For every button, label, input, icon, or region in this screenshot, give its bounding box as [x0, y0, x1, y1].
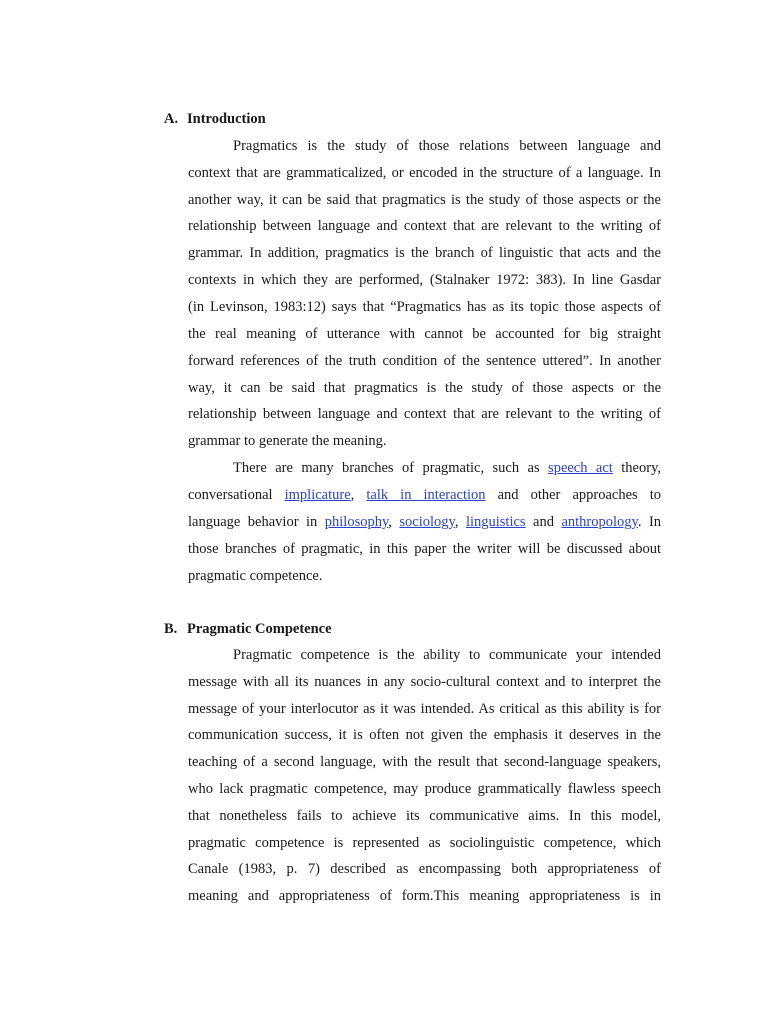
paragraph-line: context that are grammaticalized, or encoded in the structure of a language. In — [188, 165, 661, 181]
paragraph-line: way, it can be said that pragmatics is the study of those aspects or the — [188, 380, 661, 396]
line-text: There are many branches of pragmatic, such as — [233, 460, 549, 476]
section-a-heading — [164, 109, 266, 129]
link-sociology[interactable]: sociology — [399, 514, 455, 530]
section-b-title: Pragmatic Competence — [187, 621, 332, 637]
line-text: and — [525, 514, 562, 530]
link-linguistics[interactable]: linguistics — [465, 514, 526, 530]
paragraph-line: grammar to generate the meaning. — [188, 433, 387, 449]
paragraph-line: Canale (1983, p. 7) described as encompassing both appropriateness of — [188, 861, 661, 877]
paragraph-line: meaning and appropriateness of form.This meaning appropriateness is in — [188, 888, 661, 904]
line-text: , — [454, 514, 466, 530]
link-speech-act[interactable]: speech act — [548, 460, 613, 476]
line-text: and other approaches to — [485, 487, 661, 503]
section-b-heading — [164, 619, 332, 639]
paragraph-line: those branches of pragmatic, in this paper the writer will be discussed about — [188, 541, 661, 557]
paragraph-line: another way, it can be said that pragmatics is the study of those aspects or the — [188, 192, 661, 208]
paragraph-line: contexts in which they are performed, (Stalnaker 1972: 383). In line Gasdar — [188, 272, 661, 288]
paragraph-line: the real meaning of utterance with cannot be accounted for big straight — [188, 326, 661, 342]
paragraph-line: relationship between language and context that are relevant to the writing of — [188, 218, 661, 234]
section-a-letter: A. — [164, 111, 179, 127]
link-implicature[interactable]: implicature — [284, 487, 351, 503]
section-b-letter: B. — [164, 621, 178, 637]
paragraph-line: who lack pragmatic competence, may produce grammatically flawless speech — [188, 781, 661, 797]
line-text: . In — [637, 514, 662, 530]
paragraph-line: message of your interlocutor as it was intended. As critical as this ability is for — [188, 701, 661, 717]
paragraph-line: message with all its nuances in any socio-cultural context and to interpret the — [188, 674, 661, 690]
link-philosophy[interactable]: philosophy — [324, 514, 389, 530]
paragraph-line — [188, 512, 661, 532]
paragraph-line: communication success, it is often not given the emphasis it deserves in the — [188, 727, 661, 743]
paragraph-line: pragmatic competence. — [188, 568, 323, 584]
paragraph-line: forward references of the truth condition of the sentence uttered”. In another — [188, 353, 661, 369]
section-a-title: Introduction — [187, 111, 266, 127]
paragraph-line: (in Levinson, 1983:12) says that “Pragmatics has as its topic those aspects of — [188, 299, 661, 315]
line-text: , — [350, 487, 367, 503]
paragraph-line: grammar. In addition, pragmatics is the branch of linguistic that acts and the — [188, 245, 661, 261]
paragraph-line — [233, 458, 661, 478]
paragraph-line: relationship between language and context that are relevant to the writing of — [188, 406, 661, 422]
line-text: language behavior in — [188, 514, 325, 530]
paragraph-line: pragmatic competence is represented as sociolinguistic competence, which — [188, 835, 661, 851]
paragraph-line — [188, 485, 661, 505]
paragraph-line: that nonetheless fails to achieve its communicative aims. In this model, — [188, 808, 661, 824]
paragraph-line: teaching of a second language, with the result that second-language speakers, — [188, 754, 661, 770]
paragraph-line: Pragmatic competence is the ability to communicate your intended — [233, 647, 661, 663]
line-text: conversational — [188, 487, 285, 503]
line-text: theory, — [612, 460, 662, 476]
link-anthropology[interactable]: anthropology — [561, 514, 638, 530]
link-talk-in-interaction[interactable]: talk in interaction — [366, 487, 486, 503]
paragraph-line: Pragmatics is the study of those relations between language and — [233, 138, 661, 154]
line-text: , — [388, 514, 400, 530]
